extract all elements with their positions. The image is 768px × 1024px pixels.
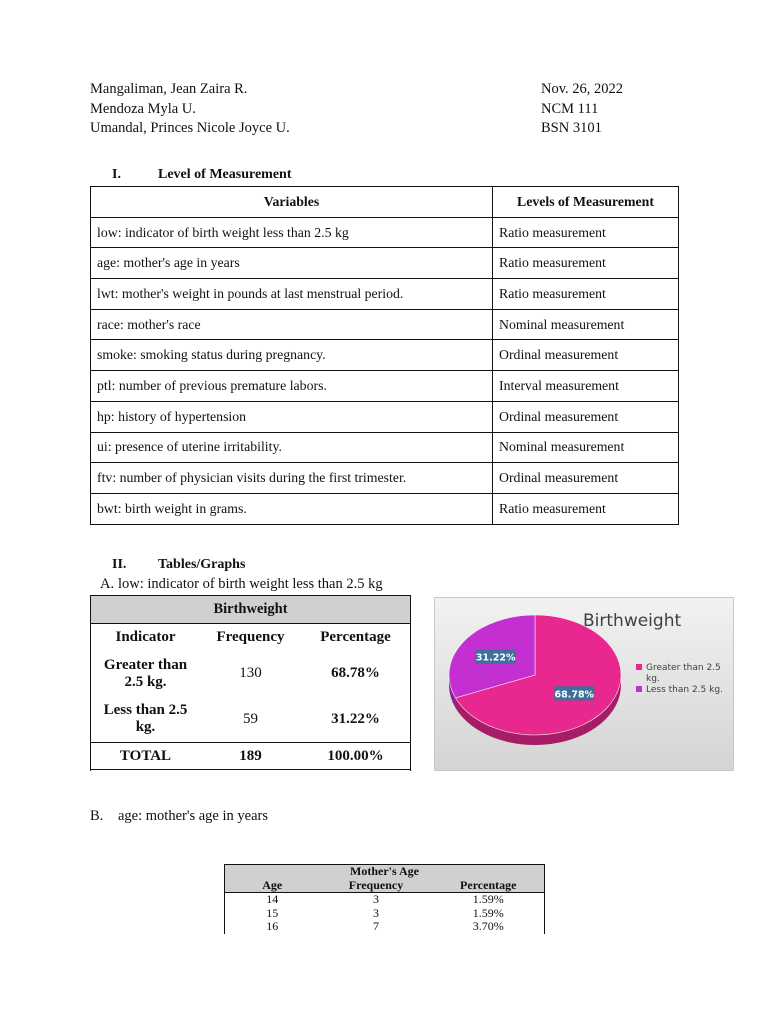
indicator-line: Greater than [103,656,188,673]
section-number: II. [112,557,127,572]
section-heading-1 [112,167,291,183]
level-cell: Ratio measurement [493,217,679,248]
age-cell: 14 [225,893,320,907]
table-row [91,697,411,743]
section-title: Level of Measurement [158,167,292,182]
column-header: Frequency [320,879,433,893]
frequency-cell: 130 [239,665,262,681]
subsection-text: age: mother's age in years [118,808,268,824]
frequency-cell: 3 [373,892,379,906]
table-row [91,217,679,248]
table-row [91,371,679,402]
subsection-text: low: indicator of birth weight less than 2.5 kg [118,576,383,592]
legend-swatch [636,664,642,670]
course-code: NCM 111 [541,100,599,117]
table-row [91,248,679,279]
table-row [91,432,679,463]
legend-swatch [636,686,642,692]
frequency-cell: 7 [373,919,379,933]
table-row [91,279,679,310]
variable-cell: race: mother's race [91,309,493,340]
indicator-line: 2.5 kg. [124,673,167,690]
birthweight-pie-chart [434,597,734,771]
legend-label: kg. [646,674,660,684]
column-header: Frequency [216,628,285,645]
subsection-letter: B. [90,808,104,824]
table-row [225,907,545,921]
table-row [91,340,679,371]
level-cell: Ratio measurement [493,493,679,524]
table-header-row [91,187,679,218]
mothers-age-table [224,864,545,934]
birthweight-table [90,595,411,770]
frequency-cell: 59 [243,710,258,727]
section-number: I. [112,167,121,182]
total-row [91,743,411,770]
author-name: Mangaliman, Jean Zaira R. [90,81,248,97]
indicator-line: kg. [135,719,156,736]
table-row [91,651,411,697]
variable-cell: smoke: smoking status during pregnancy. [91,340,493,371]
total-percentage: 100.00% [301,743,411,770]
level-cell: Ratio measurement [493,279,679,310]
section-code: BSN 3101 [541,120,602,136]
level-cell: Nominal measurement [493,432,679,463]
table-header-row [91,624,411,651]
variable-cell: lwt: mother's weight in pounds at last menstrual period. [91,279,493,310]
indicator-cell [91,697,201,743]
age-cell: 15 [225,907,320,921]
section-heading-2 [112,557,245,573]
variable-cell: bwt: birth weight in grams. [91,493,493,524]
variable-cell: ui: presence of uterine irritability. [91,432,493,463]
data-label: 68.78% [554,689,595,701]
table-title-row [225,865,545,879]
legend-label: Less than 2.5 kg. [646,685,723,695]
pie-chart-svg [435,598,735,772]
variable-cell: age: mother's age in years [91,248,493,279]
chart-legend [636,663,723,695]
level-of-measurement-table [90,186,679,525]
percentage-cell: 1.59% [433,893,545,907]
column-header: Variables [91,187,493,218]
chart-title: Birthweight [583,611,682,631]
level-cell: Nominal measurement [493,309,679,340]
subsection-a-heading [100,576,383,593]
author-name: Mendoza Myla U. [90,100,196,117]
table-title-row [91,596,411,624]
level-cell: Ratio measurement [493,248,679,279]
level-cell: Ordinal measurement [493,463,679,494]
percentage-cell: 3.70% [433,920,545,934]
table-row [91,309,679,340]
table-row [91,401,679,432]
level-cell: Ordinal measurement [493,401,679,432]
variable-cell: low: indicator of birth weight less than 2.5 kg [91,217,493,248]
percentage-cell: 31.22% [331,710,380,727]
table-row [91,493,679,524]
table-row [225,893,545,907]
table-row [91,463,679,494]
level-cell: Interval measurement [493,371,679,402]
frequency-cell: 3 [373,905,379,920]
table-header-row [225,879,545,893]
column-header: Percentage [433,879,545,893]
variable-cell: ptl: number of previous premature labors. [91,371,493,402]
age-cell: 16 [225,920,320,934]
date: Nov. 26, 2022 [541,81,624,97]
column-header: Age [225,879,320,893]
author-name: Umandal, Princes Nicole Joyce U. [90,120,290,136]
indicator-cell [91,651,201,697]
author-names [90,80,290,139]
section-title: Tables/Graphs [158,557,246,572]
column-header: Levels of Measurement [493,187,679,218]
table-title: Birthweight [91,596,411,624]
total-label: TOTAL [91,743,201,770]
subsection-b-heading [90,808,268,825]
legend-label: Greater than 2.5 [646,663,721,673]
data-label: 31.22% [475,652,516,664]
column-header: Percentage [320,628,391,645]
percentage-cell: 68.78% [331,665,380,681]
level-cell: Ordinal measurement [493,340,679,371]
variable-cell: ftv: number of physician visits during the first trimester. [91,463,493,494]
variable-cell: hp: history of hypertension [91,401,493,432]
column-header: Indicator [115,628,176,645]
subsection-letter: A. [100,576,115,592]
document-info [541,80,623,139]
total-frequency: 189 [201,743,301,770]
table-title: Mother's Age [225,865,545,879]
percentage-cell: 1.59% [433,907,545,921]
table-row [225,920,545,934]
pie-group [449,615,621,745]
indicator-line: Less than 2.5 [103,702,188,719]
